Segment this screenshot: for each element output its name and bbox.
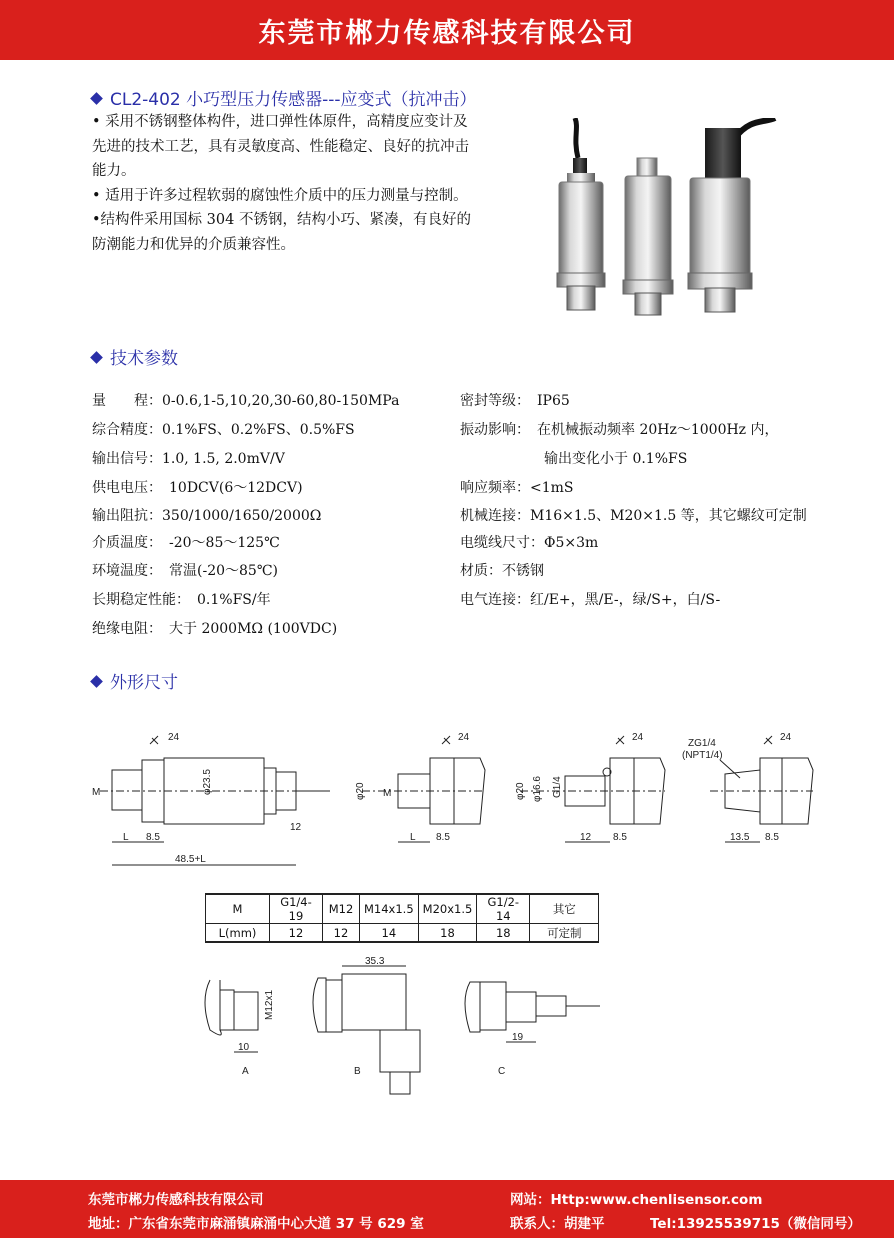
spec-response: 响应频率：<1mS: [460, 480, 574, 496]
d4-zg: ZG1/4: [688, 738, 716, 749]
dimensions-heading: 外形尺寸: [92, 668, 178, 693]
spec-voltage: 供电电压： 10DCV(6～12DCV): [92, 480, 303, 496]
page-footer: [0, 1180, 894, 1238]
page-header: [0, 0, 894, 60]
d1-L: L: [123, 832, 129, 843]
drawing-3: [515, 732, 665, 843]
d4-85: 8.5: [765, 832, 779, 843]
d3-g14: G1/4: [552, 776, 563, 798]
d1-phi: φ23.5: [202, 769, 213, 795]
label-b: B: [354, 1066, 361, 1077]
spec-medium-temp: 介质温度： -20～85～125℃: [92, 535, 280, 551]
diamond-bullet-icon: [90, 675, 103, 688]
footer-tel: Tel:13925539715（微信同号）: [650, 1216, 861, 1232]
table-row: M G1/4-19 M12 M14x1.5 M20x1.5 G1/2-14 其它: [206, 894, 599, 924]
spec-insulation: 绝缘电阻： 大于 2000MΩ (100VDC): [92, 621, 338, 637]
drawing-1: [92, 732, 330, 865]
spec-ambient-temp: 环境温度： 常温(-20～85℃): [92, 563, 278, 579]
specs-heading: 技术参数: [92, 344, 178, 369]
d3-85: 8.5: [613, 832, 627, 843]
c-19: 19: [512, 1032, 524, 1043]
spec-sealing: 密封等级： IP65: [460, 393, 570, 409]
d2-phi: φ20: [355, 782, 366, 800]
diamond-bullet-icon: [90, 351, 103, 364]
feature-1: • 采用不锈钢整体构件，进口弹性体原件，高精度应变计及先进的技术工艺，具有灵敏度高、性能稳定、良好的抗冲击能力。: [92, 114, 469, 179]
d4-npt: (NPT1/4): [682, 750, 723, 761]
connector-c: [465, 982, 600, 1077]
connector-b: [313, 956, 420, 1094]
d2-wrench: 24: [458, 732, 470, 743]
d3-wrench: 24: [632, 732, 644, 743]
footer-contact: 联系人：胡建平: [510, 1216, 605, 1232]
spec-accuracy: 综合精度：0.1%FS、0.2%FS、0.5%FS: [92, 422, 355, 438]
product-features: [92, 110, 477, 257]
label-c: C: [498, 1066, 506, 1077]
spec-material: 材质：不锈钢: [460, 563, 544, 579]
company-title: 东莞市郴力传感科技有限公司: [258, 17, 636, 49]
diamond-bullet-icon: [90, 92, 103, 105]
a-10: 10: [238, 1042, 250, 1053]
d3-12: 12: [580, 832, 592, 843]
feature-3: •结构件采用国标 304 不锈钢，结构小巧、紧凑，有良好的防潮能力和优异的介质兼容性。: [92, 212, 471, 253]
spec-cable: 电缆线尺寸：Φ5×3m: [460, 535, 599, 551]
spec-stability: 长期稳定性能： 0.1%FS/年: [92, 592, 271, 608]
spec-vibration: 振动影响： 在机械振动频率 20Hz～1000Hz 内，: [460, 422, 779, 438]
d3-phi20: φ20: [515, 782, 526, 800]
connector-a: [205, 980, 275, 1077]
spec-vibration-2: 输出变化小于 0.1%FS: [460, 451, 688, 467]
d3-phi166: φ16.6: [532, 776, 543, 802]
spec-wiring: 电气连接：红/E+，黑/E-，绿/S+，白/S-: [460, 592, 721, 608]
label-a: A: [242, 1066, 249, 1077]
d1-485L: 48.5+L: [175, 854, 206, 865]
spec-impedance: 输出阻抗：350/1000/1650/2000Ω: [92, 508, 322, 524]
product-title: CL2-402 小巧型压力传感器---应变式（抗冲击）: [92, 85, 477, 110]
spec-connection: 机械连接：M16×1.5、M20×1.5 等，其它螺纹可定制: [460, 508, 807, 524]
d1-85: 8.5: [146, 832, 160, 843]
d1-wrench: 24: [168, 732, 180, 743]
d1-12: 12: [290, 822, 302, 833]
footer-website[interactable]: 网站：Http:www.chenlisensor.com: [510, 1192, 763, 1208]
feature-2: • 适用于许多过程软弱的腐蚀性介质中的压力测量与控制。: [92, 187, 468, 204]
footer-company: 东莞市郴力传感科技有限公司: [88, 1192, 264, 1208]
d4-wrench: 24: [780, 732, 792, 743]
table-row: L(mm) 12 12 14 18 18 可定制: [206, 924, 599, 943]
a-m12: M12x1: [264, 989, 275, 1020]
d4-135: 13.5: [730, 832, 750, 843]
d2-85: 8.5: [436, 832, 450, 843]
thread-length-table: [205, 893, 599, 943]
spec-output: 输出信号：1.0, 1.5, 2.0mV/V: [92, 451, 285, 467]
d2-L: L: [410, 832, 416, 843]
drawing-2: [355, 732, 485, 843]
b-353: 35.3: [365, 956, 385, 967]
product-photo: [545, 118, 813, 318]
d2-M: M: [383, 788, 392, 799]
drawing-4: [682, 732, 813, 843]
d1-M: M: [92, 787, 101, 798]
spec-range: 量 程：0-0.6,1-5,10,20,30-60,80-150MPa: [92, 393, 400, 409]
footer-address: 地址：广东省东莞市麻涌镇麻涌中心大道 37 号 629 室: [88, 1216, 424, 1232]
